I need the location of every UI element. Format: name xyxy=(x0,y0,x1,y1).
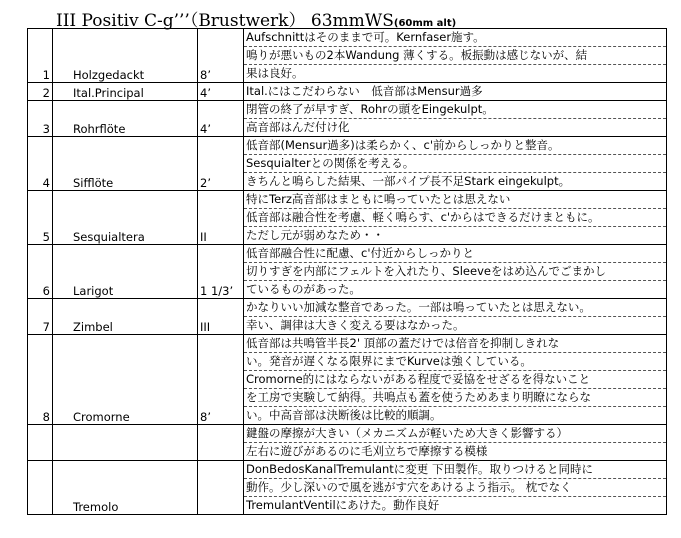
table-row xyxy=(28,191,667,245)
stop-number: 2 xyxy=(28,83,53,101)
page-title xyxy=(56,6,456,29)
stop-notes xyxy=(244,299,667,335)
note-line: ただし元が弱めなため・・ xyxy=(246,228,384,242)
note-line: い。発音が遅くなる限界にまでKurveは強くしている。 xyxy=(244,353,666,371)
stop-name: Sifflöte xyxy=(53,137,198,191)
note-line: きちんと鳴らした結果、一部パイプ長不足Stark eingekulpt。 xyxy=(246,174,571,188)
table-row xyxy=(28,137,667,191)
stop-notes xyxy=(244,29,667,83)
stop-notes xyxy=(244,425,667,461)
note-line: 鳴りが悪いもの2本Wandung 薄くする。板振動は感じないが、結 xyxy=(244,47,666,65)
stop-number: 4 xyxy=(28,137,53,191)
stop-number: 6 xyxy=(28,245,53,299)
table-row xyxy=(28,29,667,83)
note-line: Aufschnittはそのままで可。Kernfaser施す。 xyxy=(244,29,666,47)
note-line: TremulantVentilにあけた。動作良好 xyxy=(246,498,440,512)
stop-name: Holzgedackt xyxy=(53,29,198,83)
note-line: ているものがあった。 xyxy=(246,282,361,296)
stop-notes xyxy=(244,137,667,191)
note-line: 鍵盤の摩擦が大きい（メカニズムが軽いため大きく影響する） xyxy=(244,425,666,443)
stop-number: 5 xyxy=(28,191,53,245)
table-row xyxy=(28,101,667,137)
note-line: 閉管の終了が早すぎ、Rohrの頭をEingekulpt。 xyxy=(244,101,666,119)
note-line: 特にTerz高音部はまともに鳴っていたとは思えない xyxy=(244,191,666,209)
stop-number xyxy=(28,425,53,461)
note-line: 幸い、調律は大きく変える要はなかった。 xyxy=(246,318,465,332)
stop-size: 2’ xyxy=(198,137,244,191)
stop-number: 8 xyxy=(28,335,53,425)
stop-name: Sesquialtera xyxy=(53,191,198,245)
note-line: 左右に遊びがあるのに毛刈立ちで摩擦する模様 xyxy=(246,444,488,458)
stop-notes xyxy=(244,101,667,137)
table-row xyxy=(28,335,667,425)
stop-notes xyxy=(244,245,667,299)
note-line: 切りすぎを内部にフェルトを入れたり、Sleeveをはめ込んでごまかし xyxy=(244,263,666,281)
note-line: 低音部は共鳴管半長2' 頂部の蓋だけでは倍音を抑制しきれな xyxy=(244,335,666,353)
note-line: 低音部は融合性を考慮、軽く鳴らす、c'からはできるだけまともに。 xyxy=(244,209,666,227)
stop-name: Tremolo xyxy=(53,461,198,515)
stop-notes xyxy=(244,191,667,245)
note-line: Sesquialterとの関係を考える。 xyxy=(244,155,666,173)
stop-size xyxy=(198,425,244,461)
stop-number: 7 xyxy=(28,299,53,335)
table-row xyxy=(28,245,667,299)
stop-size: 8’ xyxy=(198,335,244,425)
table-row xyxy=(28,461,667,515)
stops-table-body xyxy=(28,29,667,515)
note-line: 果は良好。 xyxy=(246,66,304,80)
stop-size: III xyxy=(198,299,244,335)
note-line: Cromorne的にはならないがある程度で妥協をせざるを得ないこと xyxy=(244,371,666,389)
stop-notes xyxy=(244,335,667,425)
note-line: Ital.にはこだわらない 低音部はMensur過多 xyxy=(246,84,483,98)
stops-table xyxy=(27,28,667,515)
stop-name xyxy=(53,425,198,461)
table-row xyxy=(28,425,667,461)
stop-size: 1 1/3’ xyxy=(198,245,244,299)
table-row xyxy=(28,83,667,101)
stop-size: 4’ xyxy=(198,101,244,137)
title-pressure-note: (60mm alt) xyxy=(393,18,457,29)
note-line: を工房で実験して納得。共鳴点も蓋を使うためあまり明瞭にならな xyxy=(244,389,666,407)
stop-size: II xyxy=(198,191,244,245)
stop-size xyxy=(198,461,244,515)
title-main: III Positiv C-g’’’（Brustwerk） 63mmWS xyxy=(56,11,394,31)
note-line: 動作。少し深いので風を逃がす穴をあけるよう指示。 枕でなく xyxy=(244,479,666,497)
stop-number: 1 xyxy=(28,29,53,83)
stop-number: 3 xyxy=(28,101,53,137)
stop-name: Zimbel xyxy=(53,299,198,335)
note-line: い。中高音部は決断後は比較的順調。 xyxy=(246,408,442,422)
stop-notes xyxy=(244,83,667,101)
stop-notes xyxy=(244,461,667,515)
note-line: 低音部融合性に配慮、c'付近からしっかりと xyxy=(244,245,666,263)
stop-size: 4’ xyxy=(198,83,244,101)
stop-name: Larigot xyxy=(53,245,198,299)
stop-number xyxy=(28,461,53,515)
stop-name: Ital.Principal xyxy=(53,83,198,101)
stop-name: Rohrflöte xyxy=(53,101,198,137)
note-line: DonBedosKanalTremulantに変更 下田製作。取りつけると同時に xyxy=(244,461,666,479)
table-row xyxy=(28,299,667,335)
stop-name: Cromorne xyxy=(53,335,198,425)
stop-size: 8’ xyxy=(198,29,244,83)
note-line: かなりいい加減な整音であった。一部は鳴っていたとは思えない。 xyxy=(244,299,666,317)
note-line: 高音部はんだ付け化 xyxy=(246,120,350,134)
note-line: 低音部(Mensur過多)は柔らかく、c'前からしっかりと整音。 xyxy=(244,137,666,155)
